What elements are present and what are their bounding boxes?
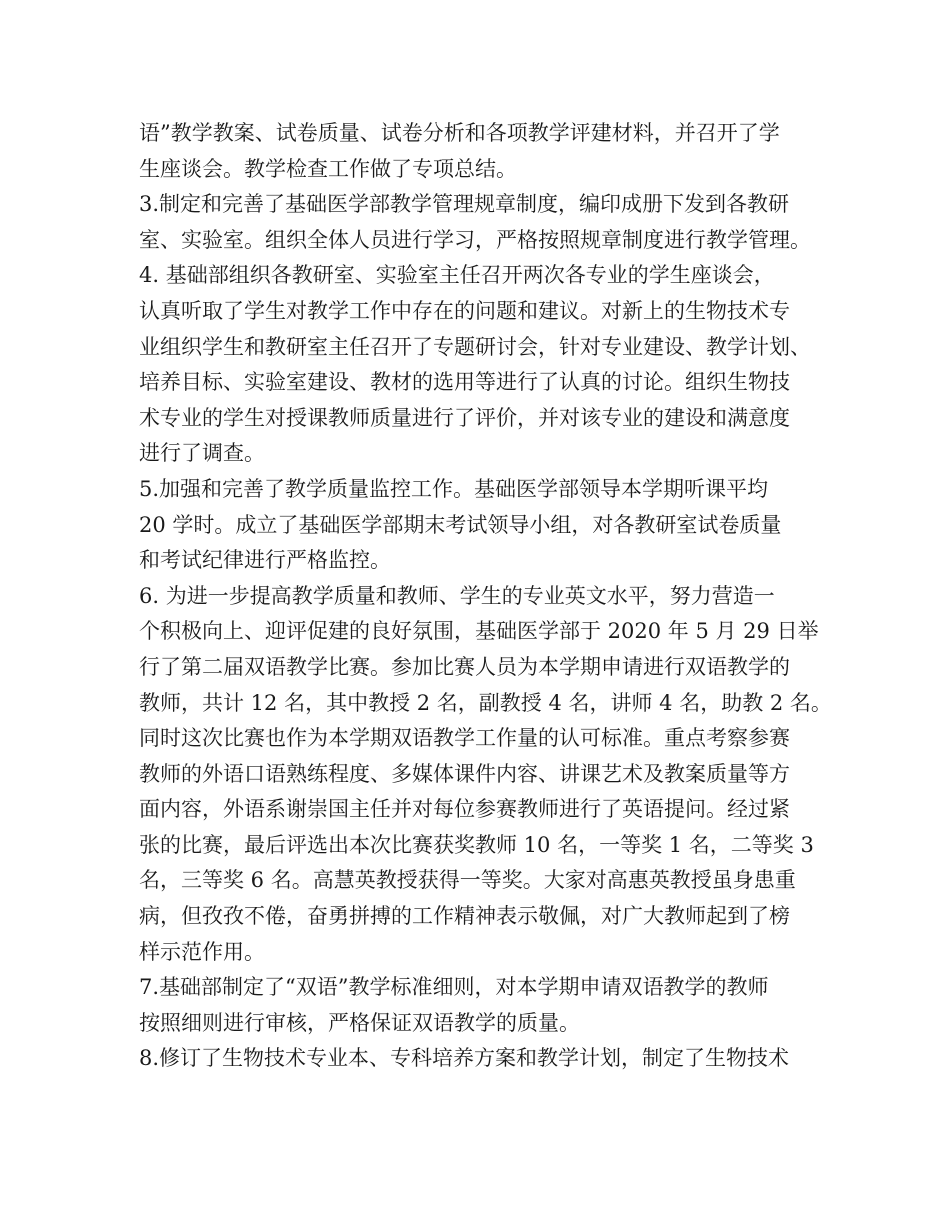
text-line: 培养目标、实验室建设、教材的选用等进行了认真的讨论。组织生物技 [139,370,790,395]
text-line: 教师的外语口语熟练程度、多媒体课件内容、讲课艺术及教案质量等方 [139,761,790,786]
text-line: 认真听取了学生对教学工作中存在的问题和建议。对新上的生物技术专 [139,298,790,323]
text-line: 行了第二届双语教学比赛。参加比赛人员为本学期申请进行双语教学的 [139,654,790,679]
text-line: 术专业的学生对授课教师质量进行了评价，并对该专业的建设和满意度 [139,405,790,430]
text-line: 个积极向上、迎评促建的良好氛围，基础医学部于 2020 年 5 月 29 日举 [139,619,819,644]
text-line: 面内容，外语系谢崇国主任并对每位参赛教师进行了英语提问。经过紧 [139,797,790,822]
text-line: 6. 为进一步提高教学质量和教师、学生的专业英文水平，努力营造一 [139,583,775,608]
text-line: 样示范作用。 [139,939,265,964]
text-line: 8.修订了生物技术专业本、专科培养方案和教学计划，制定了生物技术 [139,1046,790,1071]
text-line: 4. 基础部组织各教研室、实验室主任召开两次各专业的学生座谈会， [139,263,775,288]
text-line: 同时这次比赛也作为本学期双语教学工作量的认可标准。重点考察参赛 [139,726,790,751]
text-line: 7.基础部制定了“双语”教学标准细则，对本学期申请双语教学的教师 [139,975,769,1000]
text-line: 语”教学教案、试卷质量、试卷分析和各项教学评建材料，并召开了学 [139,121,780,145]
text-line: 20 学时。成立了基础医学部期末考试领导小组，对各教研室试卷质量 [139,512,782,537]
document-body [139,116,832,1077]
text-line: 3.制定和完善了基础医学部教学管理规章制度，编印成册下发到各教研 [139,192,790,217]
text-line: 张的比赛，最后评选出本次比赛获奖教师 10 名，一等奖 1 名，二等奖 3 [139,832,814,857]
text-line: 生座谈会。教学检查工作做了专项总结。 [139,156,517,181]
text-line: 进行了调查。 [139,441,265,466]
text-line: 病，但孜孜不倦，奋勇拼搏的工作精神表示敬佩，对广大教师起到了榜 [139,904,790,929]
text-line: 5.加强和完善了教学质量监控工作。基础医学部领导本学期听课平均 [139,476,769,501]
text-line: 名，三等奖 6 名。高慧英教授获得一等奖。大家对高惠英教授虽身患重 [139,868,796,893]
text-line: 教师，共计 12 名，其中教授 2 名，副教授 4 名，讲师 4 名，助教 2 名。 [139,690,832,715]
text-line: 按照细则进行审核，严格保证双语教学的质量。 [139,1010,580,1035]
text-line: 业组织学生和教研室主任召开了专题研讨会，针对专业建设、教学计划、 [139,334,811,359]
text-line: 室、实验室。组织全体人员进行学习，严格按照规章制度进行教学管理。 [139,227,811,252]
text-line: 和考试纪律进行严格监控。 [139,548,391,573]
